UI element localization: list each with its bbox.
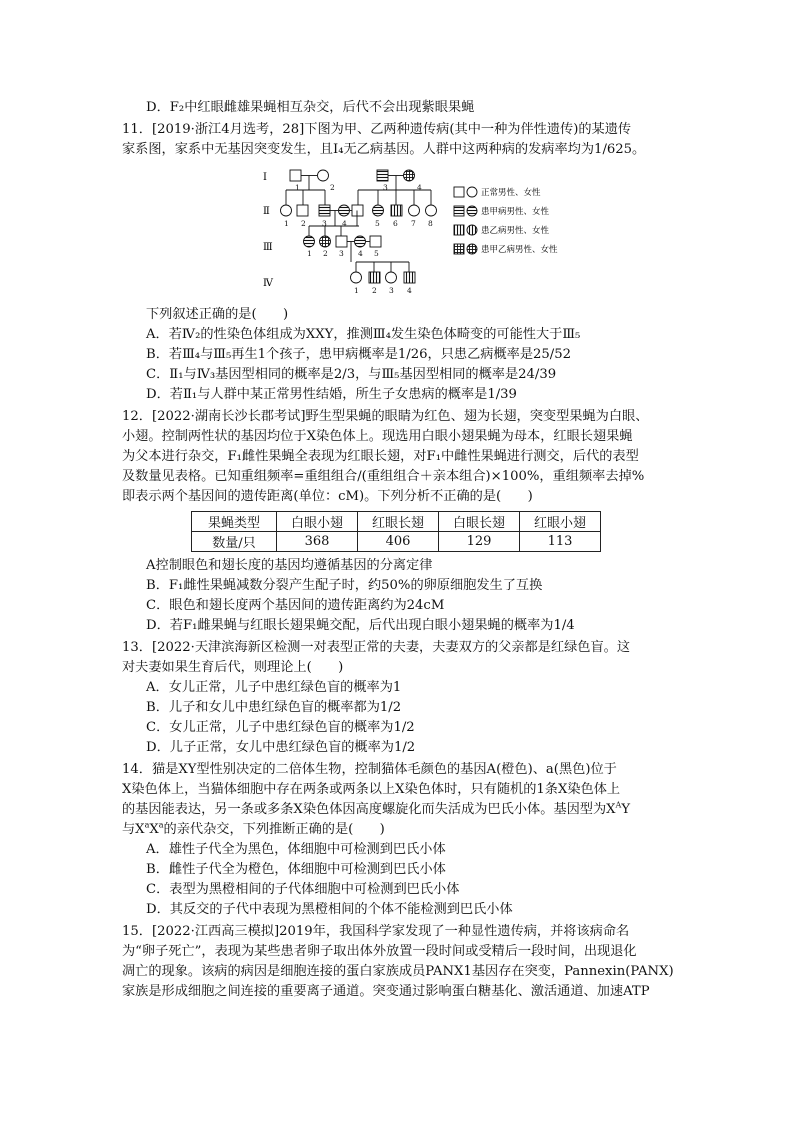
q12-option-a: A控制眼色和翅长度的基因均遵循基因的分离定律 (146, 558, 433, 573)
table-header-cell: 白眼长翅 (439, 512, 520, 532)
legend-disease-a: 患甲病男性、女性 (481, 207, 550, 217)
q12-line-4: 及数量见表格。已知重组频率=重组组合/(重组组合＋亲本组合)×100%，重组频率去掉% (122, 469, 645, 484)
q14-line-1: 14．猫是XY型性别决定的二倍体生物，控制猫体毛颜色的基因A(橙色)、a(黑色)位于 (122, 762, 617, 777)
table-cell: 406 (358, 532, 439, 552)
q12-option-c: C．眼色和翅长度两个基因间的遗传距离约为24cM (146, 598, 445, 613)
q13-option-a: A．女儿正常，儿子中患红绿色盲的概率为1 (146, 680, 402, 695)
svg-text:2: 2 (301, 219, 306, 228)
svg-text:1: 1 (354, 286, 359, 295)
legend-disease-ab: 患甲乙病男性、女性 (481, 245, 558, 255)
table-cell: 数量/只 (192, 532, 277, 552)
q14-option-b: B．雌性子代全为橙色，体细胞中可检测到巴氏小体 (146, 862, 446, 877)
svg-text:1: 1 (307, 249, 312, 258)
q12-option-b: B．F₁雌性果蝇减数分裂产生配子时，约50%的卵原细胞发生了互换 (146, 578, 543, 593)
q14-line-3: 的基因能表达，另一条或多条X染色体因高度螺旋化而失活成为巴氏小体。基因型为$X^AY$ (122, 800, 631, 817)
svg-text:3: 3 (339, 249, 344, 258)
q11-line-2: 家系图，家系中无基因突变发生，且Ⅰ₄无乙病基因。人群中这两种病的发病率均为1/625。 (122, 142, 646, 157)
q14-line-2: X染色体上，当猫体细胞中存在两条或两条以上X染色体时，只有随机的1条X染色体上 (122, 782, 621, 797)
q11-option-d: D．若Ⅱ₁与人群中某正常男性结婚，所生子女患病的概率是1/39 (146, 387, 517, 402)
q13-option-b: B．儿子和女儿中患红绿色盲的概率都为1/2 (146, 700, 402, 715)
gen-label-4: Ⅳ (263, 278, 273, 289)
q11-stem: 下列叙述正确的是( ) (146, 307, 289, 322)
q11-option-a: A．若Ⅳ₂的性染色体组成为XXY，推测Ⅲ₄发生染色体畸变的可能性大于Ⅲ₅ (146, 327, 581, 342)
svg-text:5: 5 (374, 249, 379, 258)
q13-line-2: 对夫妻如果生育后代，则理论上( ) (122, 660, 344, 675)
q12-line-2: 小翅。控制两性状的基因均位于X染色体上。现选用白眼小翅果蝇为母本，红眼长翅果蝇 (122, 429, 633, 444)
svg-text:7: 7 (411, 219, 416, 228)
q14-line-4: 与$X^aX^a$的亲代杂交，下列推断正确的是( ) (122, 820, 385, 837)
table-cell: 129 (439, 532, 520, 552)
q13-option-c: C．女儿正常，儿子中患红绿色盲的概率为1/2 (146, 720, 415, 735)
svg-text:4: 4 (342, 219, 347, 228)
q15-line-4: 家族是形成细胞之间连接的重要离子通道。突变通过影响蛋白糖基化、激活通道、加速ATP (122, 984, 650, 999)
gen-label-2: Ⅱ (263, 206, 270, 217)
pedigree-figure (255, 164, 575, 298)
svg-text:4: 4 (407, 286, 412, 295)
svg-text:2: 2 (323, 249, 328, 258)
legend-disease-b: 患乙病男性、女性 (481, 226, 550, 236)
q12-line-3: 为父本进行杂交，F₁雌性果蝇全表现为红眼长翅，对F₁中雌性果蝇进行测交，后代的表型 (122, 449, 639, 464)
svg-text:3: 3 (322, 219, 327, 228)
q11-option-c: C．Ⅱ₁与Ⅳ₃基因型相同的概率是2/3，与Ⅲ₅基因型相同的概率是24/39 (146, 367, 557, 382)
q14-option-c: C．表型为黑橙相间的子代体细胞中可检测到巴氏小体 (146, 882, 460, 897)
q15-line-1: 15．[2022·江西高三模拟]2019年，我国科学家发现了一种显性遗传病，并将该病命名 (122, 924, 630, 939)
svg-text:5: 5 (375, 219, 380, 228)
q12-data-table (191, 511, 601, 552)
svg-text:3: 3 (383, 183, 388, 192)
svg-text:1: 1 (295, 183, 300, 192)
gen-label-3: Ⅲ (263, 242, 273, 253)
table-cell: 113 (520, 532, 601, 552)
q11-line-1: 11．[2019·浙江4月选考，28]下图为甲、乙两种遗传病(其中一种为伴性遗传)的某遗传 (122, 122, 632, 137)
q12-line-5: 即表示两个基因间的遗传距离(单位：cM)。下列分析不正确的是( ) (122, 489, 533, 504)
q14-option-a: A．雄性子代全为黑色，体细胞中可检测到巴氏小体 (146, 842, 446, 857)
q12-line-1: 12．[2022·湖南长沙长郡考试]野生型果蝇的眼睛为红色、翅为长翅，突变型果蝇为白眼、 (122, 409, 649, 424)
table-cell: 368 (277, 532, 358, 552)
q14-option-d: D．其反交的子代中表现为黑橙相间的个体不能检测到巴氏小体 (146, 902, 513, 917)
legend-normal: 正常男性、女性 (481, 188, 541, 198)
svg-text:4: 4 (358, 249, 363, 258)
table-header-cell: 果蝇类型 (192, 512, 277, 532)
svg-text:2: 2 (330, 183, 335, 192)
q13-line-1: 13．[2022·天津滨海新区检测一对表型正常的夫妻，夫妻双方的父亲都是红绿色盲。这 (122, 640, 631, 655)
q15-line-2: 为“卵子死亡”，表现为某些患者卵子取出体外放置一段时间或受精后一段时间，出现退化 (122, 944, 637, 959)
q13-option-d: D．儿子正常，女儿中患红绿色盲的概率为1/2 (146, 740, 416, 755)
q11-option-b: B．若Ⅲ₄与Ⅲ₅再生1个孩子，患甲病概率是1/26，只患乙病概率是25/52 (146, 347, 572, 362)
table-row (192, 532, 601, 552)
svg-text:8: 8 (428, 219, 433, 228)
q10-option-d: D．F₂中红眼雌雄果蝇相互杂交，后代不会出现紫眼果蝇 (146, 100, 475, 115)
table-header-row (192, 512, 601, 532)
svg-text:1: 1 (284, 219, 289, 228)
table-header-cell: 白眼小翅 (277, 512, 358, 532)
gen-label-1: Ⅰ (263, 172, 267, 183)
svg-text:2: 2 (372, 286, 377, 295)
table-header-cell: 红眼小翅 (520, 512, 601, 532)
table-header-cell: 红眼长翅 (358, 512, 439, 532)
q12-option-d: D．若F₁雌果蝇与红眼长翅果蝇交配，后代出现白眼小翅果蝇的概率为1/4 (146, 618, 575, 633)
svg-text:3: 3 (389, 286, 394, 295)
svg-text:4: 4 (417, 183, 422, 192)
svg-text:6: 6 (393, 219, 398, 228)
q15-line-3: 凋亡的现象。该病的病因是细胞连接的蛋白家族成员PANX1基因存在突变，Pannexin(PANX) (122, 964, 674, 979)
